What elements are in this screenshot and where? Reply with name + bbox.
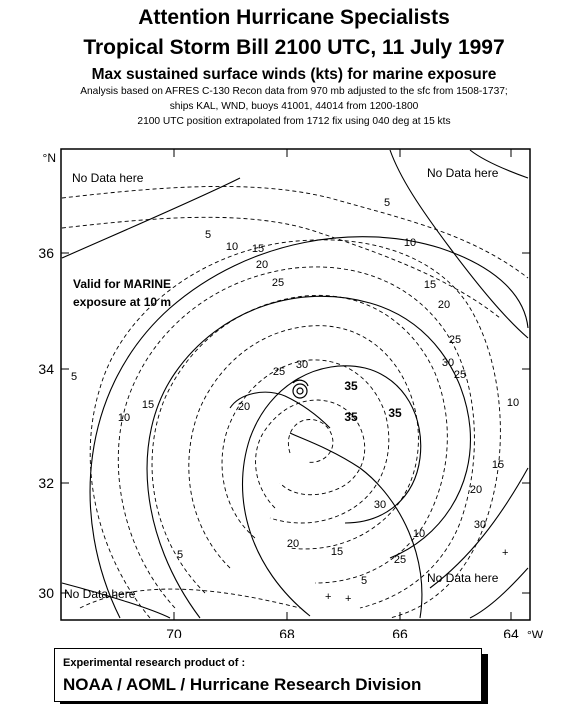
svg-text:+: + <box>325 591 332 603</box>
isotach-label: 35 <box>344 410 358 424</box>
isotach-label: 10 <box>412 528 426 540</box>
title-line-1: Attention Hurricane Specialists <box>138 6 450 29</box>
isotach-label: 25 <box>453 369 467 381</box>
isotach-label: 20 <box>255 259 269 271</box>
lat-tick-label: 30 <box>38 585 54 601</box>
analysis-note-3: 2100 UTC position extrapolated from 1712 fix using 040 deg at 15 kts <box>137 116 451 127</box>
lon-tick-label: 70 <box>166 626 182 638</box>
isotach-label: 15 <box>423 279 437 291</box>
lon-tick-label: 68 <box>279 626 295 638</box>
title-line-3: Max sustained surface winds (kts) for marine exposure <box>91 66 497 83</box>
no-data-label-se: No Data here <box>427 571 499 585</box>
credit-line-2: NOAA / AOML / Hurricane Research Division <box>63 675 422 694</box>
isotach-label: 35 <box>388 406 402 420</box>
isotach-label: 25 <box>448 334 462 346</box>
credit-line-1: Experimental research product of : <box>63 657 246 669</box>
no-data-label-nw: No Data here <box>72 171 144 185</box>
lon-unit-label: °W <box>527 628 544 638</box>
valid-label-line-1: Valid for MARINE <box>73 277 172 291</box>
isotach-label: 20 <box>237 401 251 413</box>
isotach-label: 25 <box>272 366 286 378</box>
isotach-label: 30 <box>441 357 455 369</box>
isotach-label: 10 <box>117 412 131 424</box>
valid-label-line-2: exposure at 10 m <box>73 295 172 309</box>
isotach-label: 20 <box>469 484 483 496</box>
isotach-label: 30 <box>295 359 309 371</box>
isotach-label: 10 <box>506 397 520 409</box>
lat-tick-label: 32 <box>38 475 54 491</box>
no-data-label-ne: No Data here <box>427 166 499 180</box>
analysis-note-2: ships KAL, WND, buoys 41001, 44014 from 1200-1800 <box>169 101 419 112</box>
isotach-label: 5 <box>383 197 391 209</box>
lat-tick-label: 34 <box>38 361 54 377</box>
isotach-label: 15 <box>491 459 505 471</box>
isotach-label: 25 <box>271 277 285 289</box>
svg-text:+: + <box>502 547 509 559</box>
isotach-label: 10 <box>403 237 417 249</box>
lon-tick-label: 64 <box>503 626 519 638</box>
isotach-label: 25 <box>393 554 407 566</box>
lon-tick-label: 66 <box>392 626 408 638</box>
isotach-label: 15 <box>251 243 265 255</box>
isotach-label: 10 <box>225 241 239 253</box>
isotach-label: 15 <box>330 546 344 558</box>
isotach-label: 30 <box>373 499 387 511</box>
isotach-label: 20 <box>437 299 451 311</box>
lat-unit-label: °N <box>42 151 56 165</box>
isotach-label: 35 <box>344 379 358 393</box>
isotach-label: 5 <box>360 575 368 587</box>
isotach-label: 30 <box>473 519 487 531</box>
isotach-label: 5 <box>70 371 78 383</box>
lat-tick-label: 36 <box>38 245 54 261</box>
title-line-2: Tropical Storm Bill 2100 UTC, 11 July 1997 <box>83 36 505 59</box>
svg-text:+: + <box>345 593 352 605</box>
no-data-label-sw: No Data here <box>64 587 136 601</box>
isotach-label: 15 <box>141 399 155 411</box>
credit-box <box>54 648 482 702</box>
analysis-note-1: Analysis based on AFRES C-130 Recon data from 970 mb adjusted to the sfc from 1508-1737; <box>80 86 508 97</box>
wind-analysis-map <box>0 138 588 638</box>
isotach-label: 20 <box>286 538 300 550</box>
isotach-label: 5 <box>176 549 184 561</box>
isotach-label: 5 <box>204 229 212 241</box>
